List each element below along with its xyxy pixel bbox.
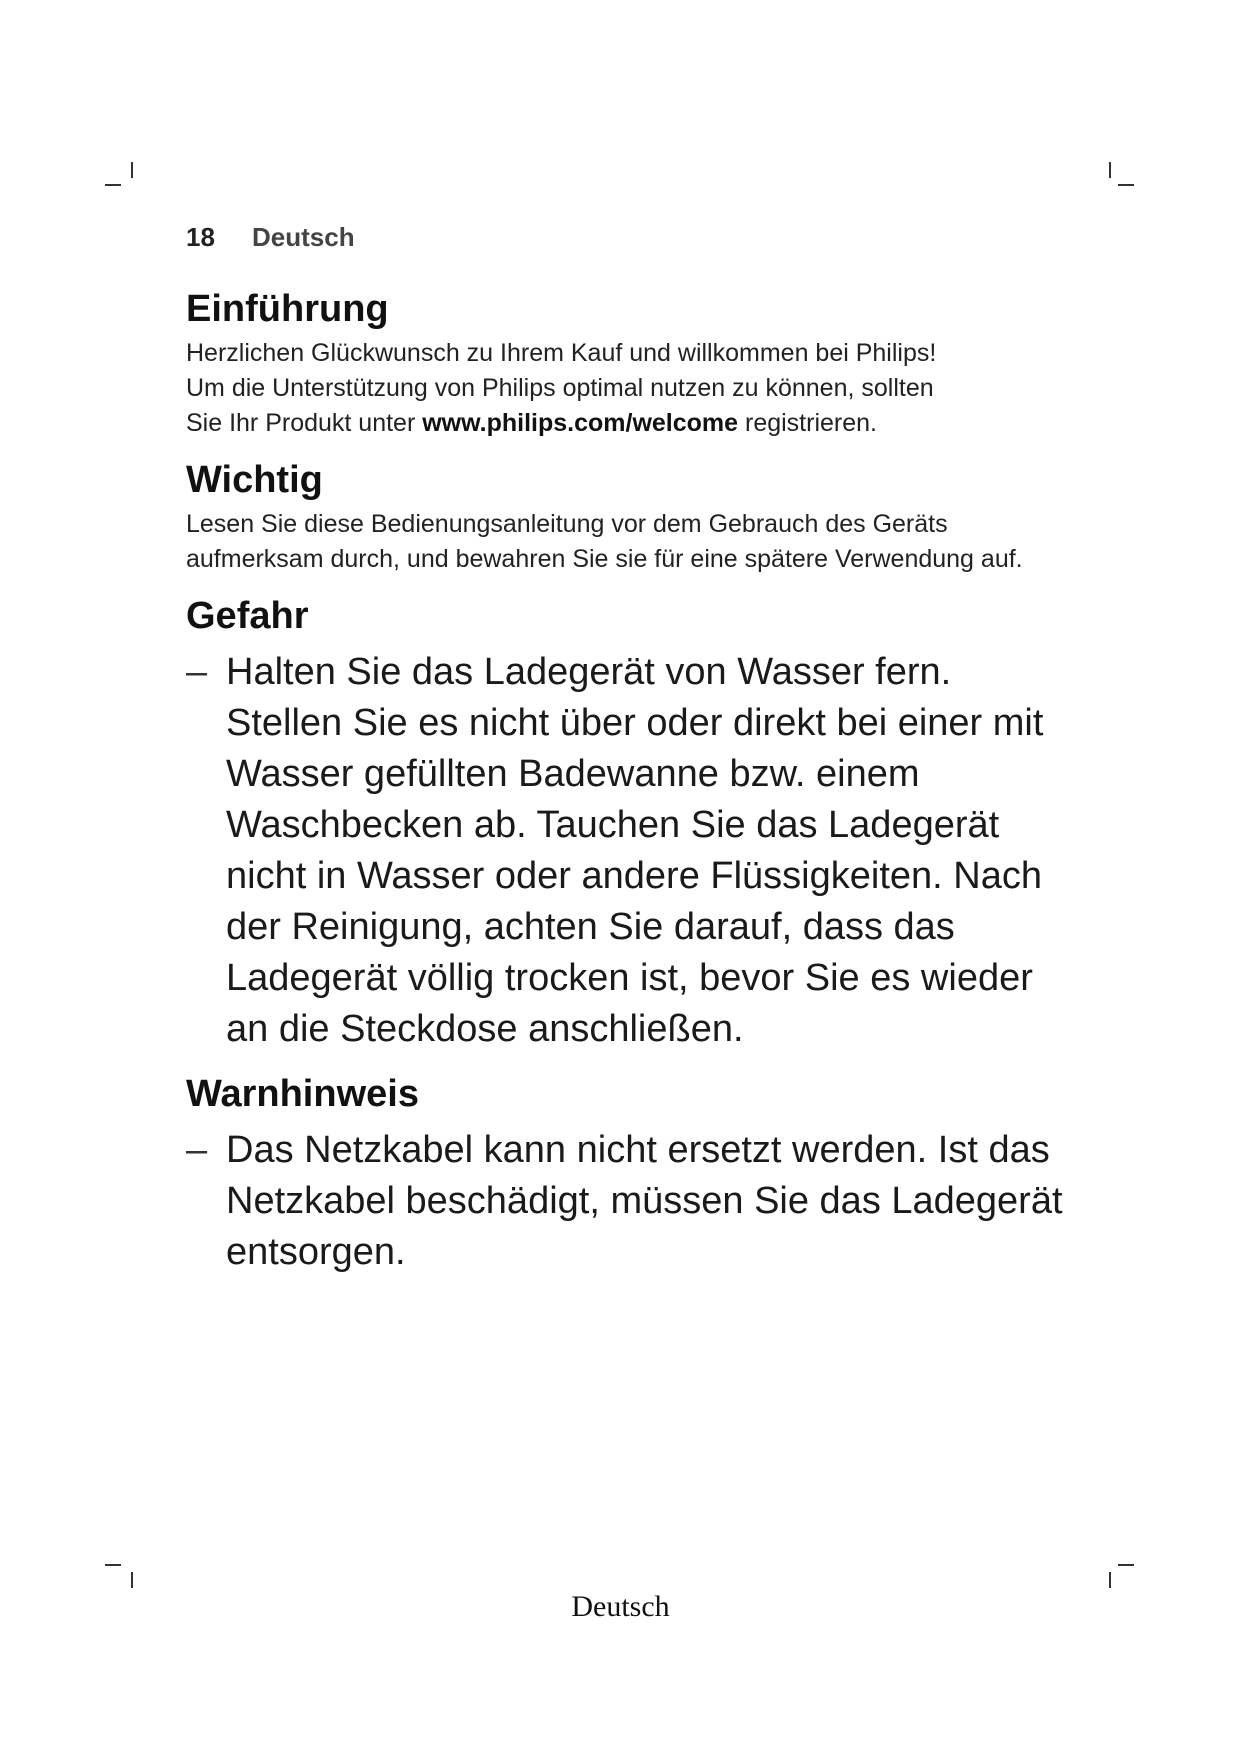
intro-line-3-end: registrieren. bbox=[738, 409, 877, 437]
welcome-url-link[interactable]: www.philips.com/welcome bbox=[422, 409, 739, 437]
section-warning bbox=[186, 1069, 1066, 1278]
section-important bbox=[186, 455, 1066, 577]
page-number: 18 bbox=[186, 222, 215, 252]
intro-paragraph bbox=[186, 336, 1066, 441]
intro-line-2: Um die Unterstützung von Philips optimal nutzen zu können, sollten bbox=[186, 374, 934, 402]
intro-line-3-start: Sie Ihr Produkt unter bbox=[186, 409, 423, 437]
crop-mark-bottom-right-v bbox=[1109, 1572, 1111, 1588]
warning-text: Das Netzkabel kann nicht ersetzt werden. Ist das Netzkabel beschädigt, müssen Sie das Ladegerät entsorgen. bbox=[226, 1129, 1063, 1273]
section-title-warning: Warnhinweis bbox=[186, 1073, 419, 1115]
bullet-dash: – bbox=[186, 1129, 208, 1171]
header-language: Deutsch bbox=[252, 222, 355, 252]
crop-mark-top-left-v bbox=[131, 162, 133, 178]
section-danger bbox=[186, 591, 1066, 1055]
crop-mark-bottom-right-h bbox=[1118, 1564, 1134, 1566]
page-content bbox=[186, 284, 1066, 1292]
list-item bbox=[186, 647, 1066, 1055]
crop-mark-bottom-left-v bbox=[131, 1572, 133, 1588]
crop-mark-top-right-v bbox=[1109, 162, 1111, 178]
section-title-danger: Gefahr bbox=[186, 595, 309, 637]
danger-text: Halten Sie das Ladegerät von Wasser fern. Stellen Sie es nicht über oder direkt bei einer mit Wasser gefüllten Badewanne bzw. einem Waschbecken ab. Tauchen Sie das Ladegerät nicht in Wasser oder andere Flüssigkeiten. Nach der Reinigung, achten Sie darauf, dass das Ladegerät völlig trocken ist, bevor Sie es wieder an die Steckdose anschließen. bbox=[226, 651, 1044, 1050]
running-header bbox=[186, 222, 355, 253]
section-intro bbox=[186, 284, 1066, 441]
section-title-important: Wichtig bbox=[186, 459, 323, 501]
bullet-dash: – bbox=[186, 651, 208, 693]
crop-mark-top-left-h bbox=[105, 184, 121, 186]
list-item bbox=[186, 1125, 1066, 1278]
section-title-intro: Einführung bbox=[186, 288, 389, 330]
important-paragraph: Lesen Sie diese Bedienungsanleitung vor dem Gebrauch des Geräts aufmerksam durch, und bewahren Sie sie für eine spätere Verwendung auf. bbox=[186, 510, 1023, 573]
crop-mark-bottom-left-h bbox=[105, 1564, 121, 1566]
intro-line-1: Herzlichen Glückwunsch zu Ihrem Kauf und willkommen bei Philips! bbox=[186, 339, 937, 367]
crop-mark-top-right-h bbox=[1118, 184, 1134, 186]
page-footer: Deutsch bbox=[571, 1590, 670, 1623]
